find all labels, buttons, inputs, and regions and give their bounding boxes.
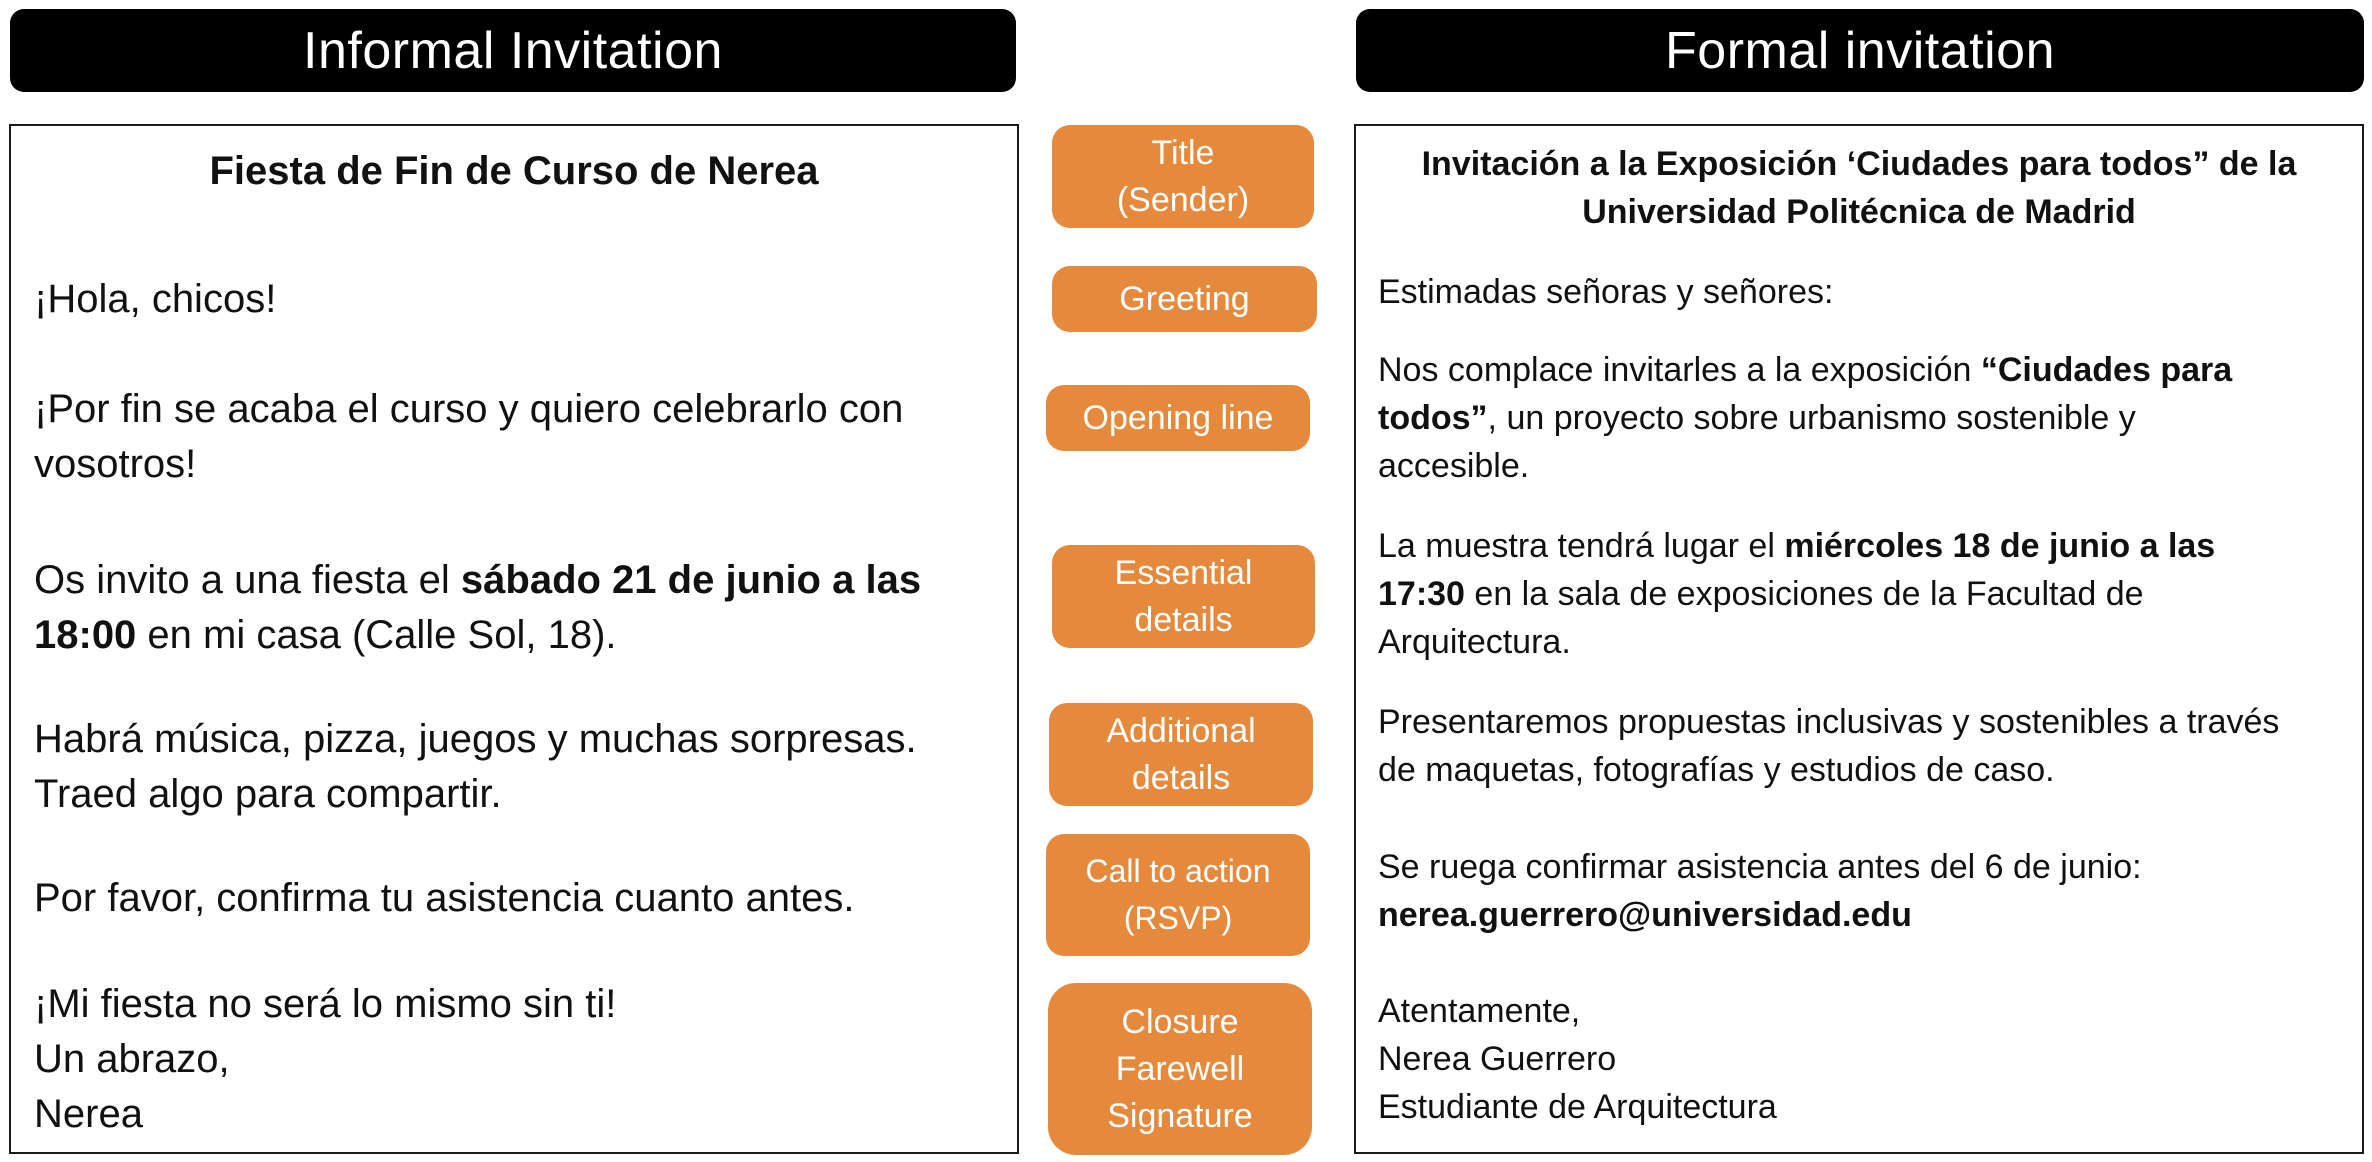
formal-rsvp-email: nerea.guerrero@universidad.edu	[1378, 896, 1912, 934]
label-closure: Closure Farewell Signature	[1048, 983, 1312, 1155]
informal-title: Fiesta de Fin de Curso de Nerea	[209, 149, 819, 193]
formal-title: Invitación a la Exposición ‘Ciudades para todos” de la Universidad Politécnica de Madrid	[1421, 145, 2297, 231]
informal-additional-details: Habrá música, pizza, juegos y muchas sorpresas. Traed algo para compartir.	[34, 717, 917, 816]
formal-essential-details	[1378, 522, 2215, 666]
formal-opening-description: , un proyecto sobre urbanismo sostenible y accesible.	[1378, 399, 2136, 485]
formal-cta-text: Se ruega confirmar asistencia antes del 6 de junio:	[1378, 848, 2142, 886]
formal-essential-text: La muestra tendrá lugar el	[1378, 527, 1785, 565]
formal-greeting: Estimadas señoras y señores:	[1378, 273, 1834, 311]
informal-essential-place: en mi casa (Calle Sol, 18).	[136, 613, 617, 657]
label-additional-details: Additional details	[1049, 703, 1313, 806]
label-essential-details: Essential details	[1052, 545, 1315, 648]
informal-greeting: ¡Hola, chicos!	[34, 277, 277, 321]
formal-exhibition-name: “Ciudades para todos”	[1378, 351, 2233, 437]
label-call-to-action: Call to action (RSVP)	[1046, 834, 1310, 956]
informal-invitation-panel	[9, 124, 1019, 1154]
informal-essential-date: sábado 21 de junio a las 18:00	[34, 558, 922, 657]
informal-call-to-action: Por favor, confirma tu asistencia cuanto antes.	[34, 876, 855, 920]
formal-opening-text: Nos complace invitarles a la exposición	[1378, 351, 1981, 389]
informal-invitation-header: Informal Invitation	[10, 9, 1016, 92]
label-greeting: Greeting	[1052, 266, 1317, 332]
formal-additional-details: Presentaremos propuestas inclusivas y sostenibles a través de maquetas, fotografías y estudios de caso.	[1378, 703, 2280, 789]
formal-invitation-panel	[1354, 124, 2364, 1154]
formal-essential-date: miércoles 18 de junio a las 17:30	[1378, 527, 2216, 613]
formal-invitation-header: Formal invitation	[1356, 9, 2364, 92]
informal-closure: ¡Mi fiesta no será lo mismo sin ti! Un abrazo, Nerea	[34, 982, 617, 1136]
informal-essential-details	[34, 553, 921, 663]
informal-essential-text: Os invito a una fiesta el	[34, 558, 461, 602]
formal-closure: Atentamente, Nerea Guerrero Estudiante de Arquitectura	[1378, 992, 1777, 1126]
formal-call-to-action	[1378, 843, 2142, 939]
label-opening-line: Opening line	[1046, 385, 1310, 451]
label-title-sender: Title (Sender)	[1052, 125, 1314, 228]
formal-opening-line	[1378, 346, 2232, 490]
formal-essential-place: en la sala de exposiciones de la Facultad de Arquitectura.	[1378, 575, 2144, 661]
informal-opening-line: ¡Por fin se acaba el curso y quiero celebrarlo con vosotros!	[34, 387, 904, 486]
